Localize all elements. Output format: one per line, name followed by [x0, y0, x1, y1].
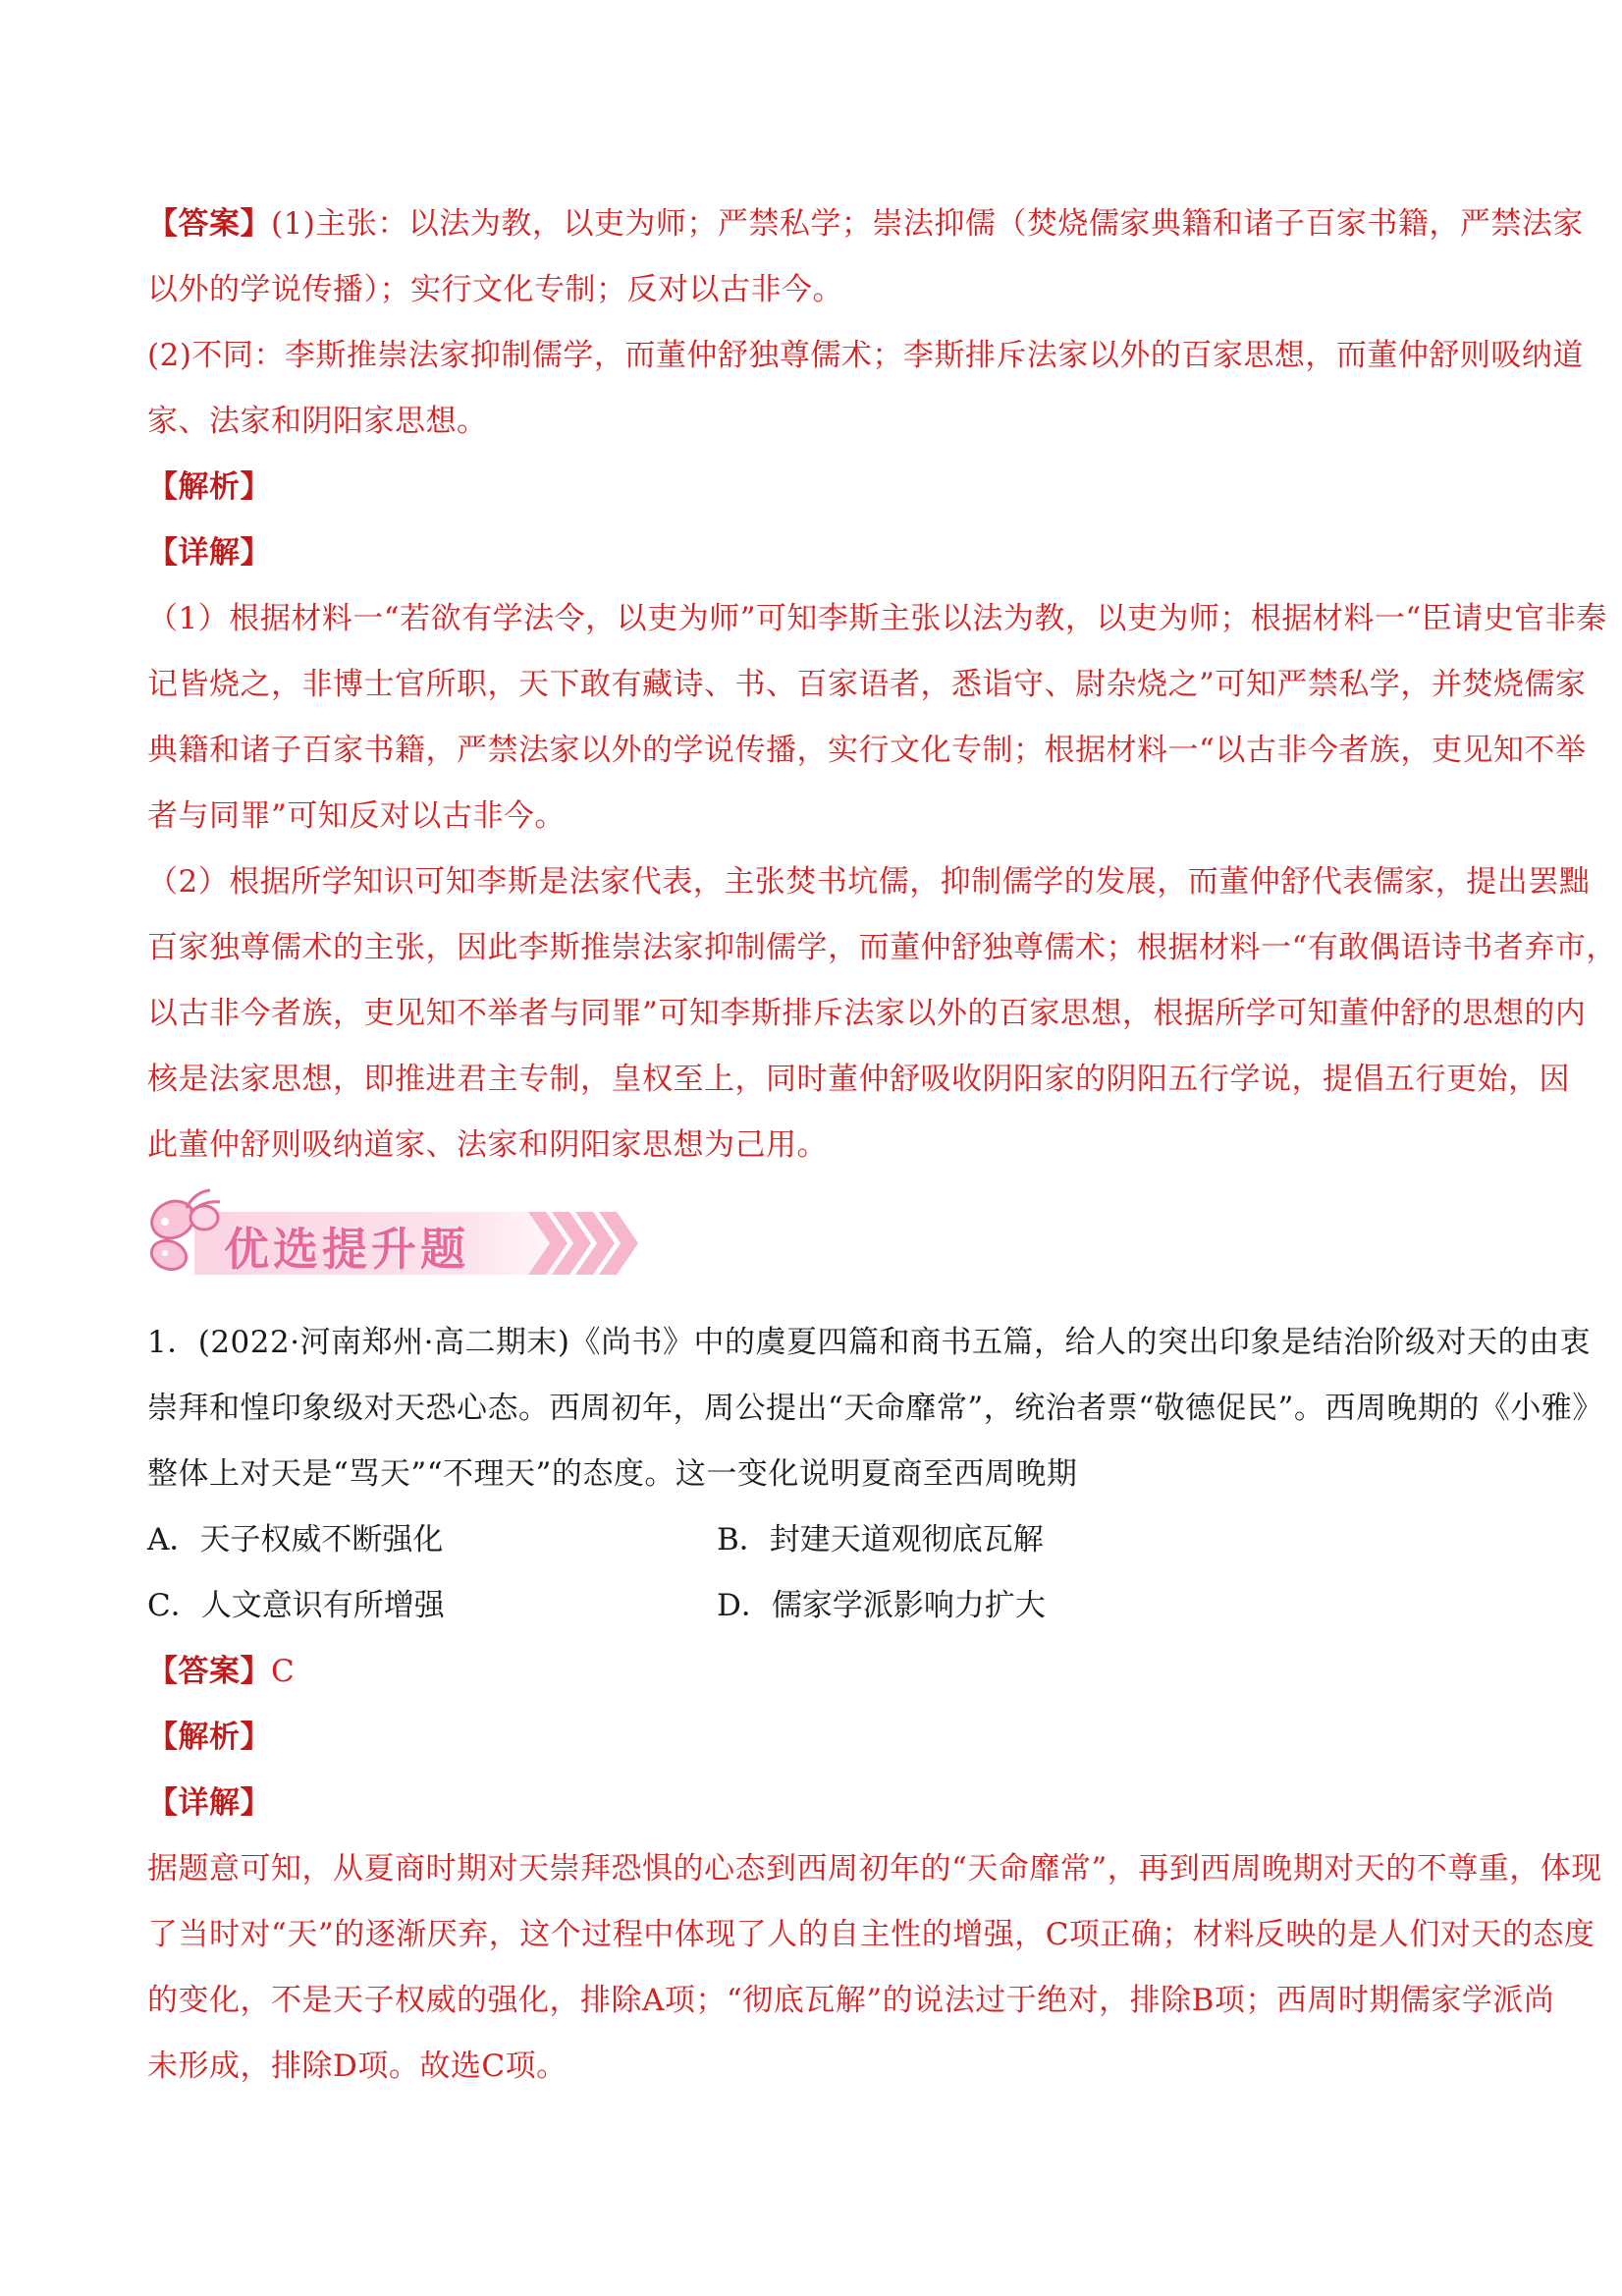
- q1-detail-line-2: 了当时对“天”的逐渐厌弃，这个过程中体现了人的自主性的增强，C项正确；材料反映的是人们对天的态度: [147, 1917, 1595, 1952]
- detail-line-8: 核是法家思想，即推进君主专制，皇权至上，同时董仲舒吸收阴阳家的阴阳五行学说，提倡五行更始，因: [147, 1062, 1570, 1097]
- q1-detail-tag: 【详解】: [147, 1785, 271, 1821]
- answer-line-2: 以外的学说传播）；实行文化专制；反对以古非今。: [147, 272, 843, 307]
- answer-line-1: 【答案】(1)主张：以法为教，以吏为师；严禁私学；崇法抑儒（焚烧儒家典籍和诸子百家书籍，严禁法家: [147, 206, 1584, 242]
- answer-tag: 【答案】: [147, 206, 271, 242]
- detail-line-5: （2）根据所学知识可知李斯是法家代表，主张焚书坑儒，抑制儒学的发展，而董仲舒代表儒家，提出罢黜: [147, 864, 1591, 900]
- question-stem-line-2: 崇拜和惶印象级对天恐心态。西周初年，周公提出“天命靡常”，统治者票“敬德促民”。西周晚期的《小雅》: [147, 1391, 1603, 1426]
- question-stem-line-1: 1．(2022·河南郑州·高二期末)《尚书》中的虞夏四篇和商书五篇，给人的突出印象是结治阶级对天的由衷: [147, 1325, 1592, 1360]
- q1-answer-value: C: [271, 1654, 296, 1689]
- detail-line-6: 百家独尊儒术的主张，因此李斯推崇法家抑制儒学，而董仲舒独尊儒术；根据材料一“有敢偶语诗书者弃市，: [147, 930, 1617, 965]
- q1-detail-line-1: 据题意可知，从夏商时期对天崇拜恐惧的心态到西周初年的“天命靡常”，再到西周晚期对天的不尊重，体现: [147, 1851, 1602, 1886]
- answer-line-3: (2)不同：李斯推崇法家抑制儒学，而董仲舒独尊儒术；李斯排斥法家以外的百家思想，而董仲舒则吸纳道: [147, 338, 1584, 373]
- section-banner: [135, 1184, 1483, 1302]
- q1-answer-line: [147, 1639, 1483, 1705]
- detail-tag: 【详解】: [147, 535, 271, 571]
- detail-line-9: 此董仲舒则吸纳道家、法家和阴阳家思想为己用。: [147, 1127, 828, 1163]
- option-b: B．封建天道观彻底瓦解: [717, 1522, 1044, 1558]
- detail-line-3: 典籍和诸子百家书籍，严禁法家以外的学说传播，实行文化专制；根据材料一“以古非今者族，吏见知不举: [147, 733, 1587, 768]
- option-a: A．天子权威不断强化: [147, 1522, 444, 1558]
- detail-line-2: 记皆烧之，非博士官所职，天下敢有藏诗、书、百家语者，悉诣守、尉杂烧之”可知严禁私学，并焚烧儒家: [147, 667, 1587, 702]
- q1-answer-tag: 【答案】: [147, 1654, 271, 1689]
- question-stem-line-3: 整体上对天是“骂天”“不理天”的态度。这一变化说明夏商至西周晚期: [147, 1456, 1078, 1492]
- q1-analysis-tag: 【解析】: [147, 1720, 271, 1755]
- document-page: [147, 191, 1617, 2100]
- answer-line-4: 家、法家和阴阳家思想。: [147, 404, 488, 439]
- option-d: D．儒家学派影响力扩大: [717, 1588, 1046, 1623]
- analysis-tag: 【解析】: [147, 469, 271, 505]
- detail-line-1: （1）根据材料一“若欲有学法令，以吏为师”可知李斯主张以法为教，以吏为师；根据材料一“臣请史官非秦: [147, 601, 1607, 636]
- option-c: C．人文意识有所增强: [147, 1588, 445, 1623]
- q1-detail-line-3: 的变化，不是天子权威的强化，排除A项；“彻底瓦解”的说法过于绝对，排除B项；西周时期儒家学派尚: [147, 1983, 1555, 2018]
- detail-line-7: 以古非今者族，吏见知不举者与同罪”可知李斯排斥法家以外的百家思想，根据所学可知董仲舒的思想的内: [147, 996, 1587, 1031]
- detail-line-4: 者与同罪”可知反对以古非今。: [147, 798, 566, 834]
- q1-detail-line-4: 未形成，排除D项。故选C项。: [147, 2049, 568, 2084]
- options-row-2: [147, 1573, 1483, 1639]
- banner-title: 优选提升题: [224, 1223, 469, 1276]
- options-row-1: [147, 1507, 1483, 1573]
